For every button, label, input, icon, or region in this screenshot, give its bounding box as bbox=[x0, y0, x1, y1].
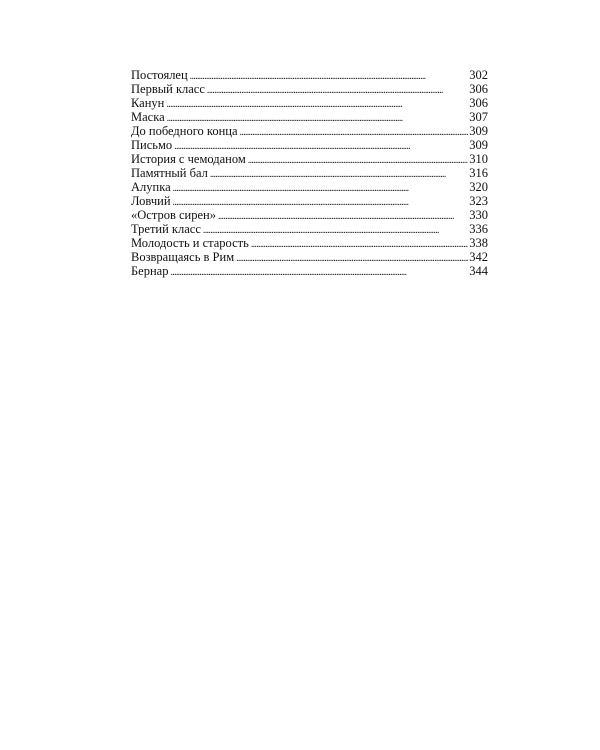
toc-entry bbox=[131, 208, 488, 222]
toc-entry bbox=[131, 180, 488, 194]
toc-entry-page: 338 bbox=[469, 236, 488, 250]
toc-entry-page: 316 bbox=[469, 166, 488, 180]
toc-entry-page: 307 bbox=[469, 110, 488, 124]
toc-entry-title: До победного конца bbox=[131, 124, 238, 138]
toc-dot-leader bbox=[251, 238, 468, 252]
toc-entry-page: 306 bbox=[469, 96, 488, 110]
table-of-contents bbox=[131, 68, 488, 278]
toc-dot-leader bbox=[236, 252, 468, 266]
toc-dot-leader bbox=[218, 210, 468, 224]
toc-entry-page: 309 bbox=[469, 124, 488, 138]
toc-entry-title: Первый класс bbox=[131, 82, 205, 96]
toc-entry-title: Маска bbox=[131, 110, 165, 124]
toc-entry bbox=[131, 68, 488, 82]
toc-entry-page: 309 bbox=[469, 138, 488, 152]
toc-entry-page: 344 bbox=[469, 264, 488, 278]
toc-entry-page: 330 bbox=[469, 208, 488, 222]
toc-dot-leader bbox=[207, 84, 468, 98]
toc-dot-leader bbox=[248, 154, 468, 168]
toc-entry-page: 323 bbox=[469, 194, 488, 208]
toc-dot-leader bbox=[173, 182, 469, 196]
toc-entry-page: 342 bbox=[469, 250, 488, 264]
toc-dot-leader bbox=[210, 168, 468, 182]
toc-entry bbox=[131, 264, 488, 278]
toc-entry-title: «Остров сирен» bbox=[131, 208, 216, 222]
toc-entry-title: Третий класс bbox=[131, 222, 201, 236]
toc-entry-page: 306 bbox=[469, 82, 488, 96]
toc-entry-page: 336 bbox=[469, 222, 488, 236]
toc-entry bbox=[131, 194, 488, 208]
toc-entry-title: Бернар bbox=[131, 264, 169, 278]
toc-dot-leader bbox=[166, 98, 468, 112]
toc-entry bbox=[131, 166, 488, 180]
toc-entry-title: Ловчий bbox=[131, 194, 171, 208]
toc-entry bbox=[131, 250, 488, 264]
toc-entry-title: Молодость и старость bbox=[131, 236, 249, 250]
toc-entry bbox=[131, 124, 488, 138]
toc-dot-leader bbox=[190, 70, 469, 84]
toc-entry bbox=[131, 82, 488, 96]
toc-entry-title: Алупка bbox=[131, 180, 171, 194]
toc-entry bbox=[131, 110, 488, 124]
toc-entry-page: 320 bbox=[469, 180, 488, 194]
toc-entry bbox=[131, 236, 488, 250]
toc-entry-title: История с чемоданом bbox=[131, 152, 246, 166]
toc-entry-title: Постоялец bbox=[131, 68, 188, 82]
toc-entry bbox=[131, 152, 488, 166]
toc-dot-leader bbox=[170, 266, 468, 280]
toc-entry bbox=[131, 222, 488, 236]
toc-entry bbox=[131, 138, 488, 152]
toc-entry-page: 310 bbox=[469, 152, 488, 166]
toc-entry-title: Канун bbox=[131, 96, 165, 110]
toc-entry bbox=[131, 96, 488, 110]
toc-dot-leader bbox=[240, 126, 469, 140]
toc-entry-title: Памятный бал bbox=[131, 166, 208, 180]
toc-entry-title: Возвращаясь в Рим bbox=[131, 250, 235, 264]
toc-entry-title: Письмо bbox=[131, 138, 173, 152]
toc-entry-page: 302 bbox=[469, 68, 488, 82]
